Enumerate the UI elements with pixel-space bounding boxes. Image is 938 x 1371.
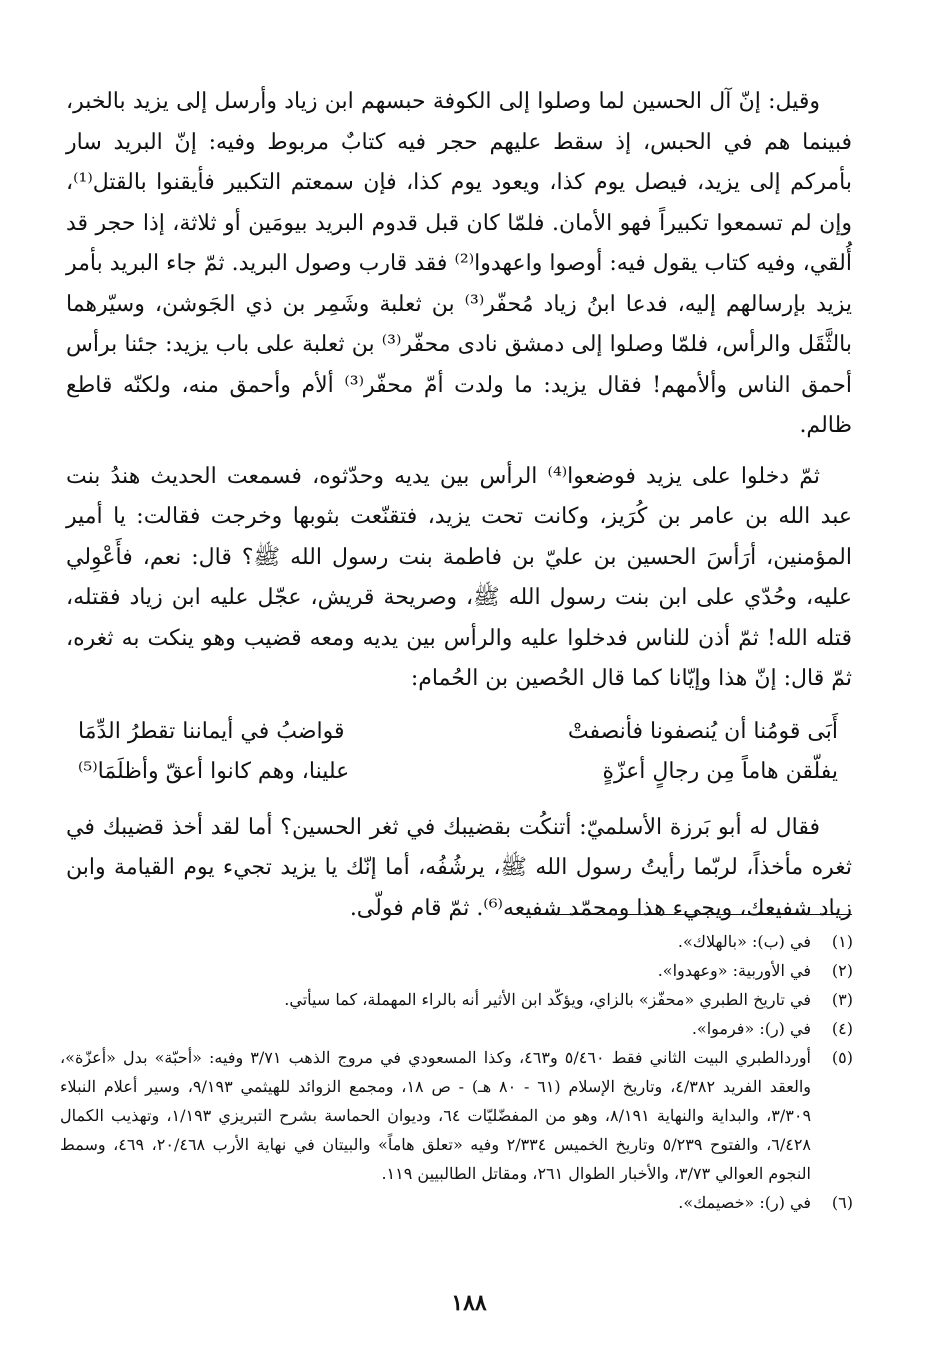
footnote (60, 927, 853, 956)
poem-verse (66, 712, 852, 752)
paragraph-2: ثمّ دخلوا على يزيد فوضعوا⁽⁴⁾ الرأس بين يديه وحدّثوه، فسمعت الحديث هندُ بنت عبد الله بن عامر بن كُرَيز، وكانت تحت يزيد، فتقنّعت بثوبها وخرجت فقالت: يا أمير المؤمنين، أرَأسَ الحسين بن عليّ بن فاطمة بنت رسول الله ﷺ؟ قال: نعم، فأَعْوِلي عليه، وحُدّي على ابن بنت رسول الله ﷺ، وصريحة قريش، عجّل عليه ابن زياد فقتله، قتله الله! ثمّ أذن للناس فدخلوا عليه والرأس بين يديه ومعه قضيب وهو ينكت به ثغره، ثمّ قال: إنّ هذا وإيّانا كما قال الحُصين بن الحُمام: (66, 463, 852, 691)
verse-first-hemistich: أَبَى قومُنا أن يُنصفونا فأنصفتْ (567, 718, 838, 744)
footnote-text: في (ر): «خصيمك». (678, 1193, 811, 1212)
footnote-text: في (ب): «بالهلاك». (677, 932, 811, 951)
footnote-text: في (ر): «فرموا». (691, 1019, 811, 1038)
footnote-number: (٥) (831, 1048, 853, 1067)
main-text (66, 82, 852, 939)
footnote (60, 1188, 853, 1217)
poem (66, 712, 852, 792)
verse-first-hemistich: يفلّقن هاماً مِن رجالٍ أعزّةٍ (602, 758, 838, 784)
poem-verse (66, 752, 852, 792)
footnote (60, 985, 853, 1014)
footnote (60, 1014, 853, 1043)
footnote-number: (٢) (831, 961, 853, 980)
footnote-text: أوردالطبري البيت الثاني فقط ٥/٤٦٠ و٤٦٣، وكذا المسعودي في مروج الذهب ٣/٧١ وفيه: «أحبّة» بدل «أعزّة»، والعقد الفريد ٤/٣٨٢، وتاريخ الإسلام (٦١ - ٨٠ هـ) - ص ١٨، ومجمع الزوائد للهيثمي ٩/١٩٣، وسير أعلام النبلاء ٣/٣٠٩، والبداية والنهاية ٨/١٩١، وهو من المفضّليّات ٦٤، وديوان الحماسة بشرح التبريزي ١/١٩٣، وتهذيب الكمال ٦/٤٢٨، والفتوح ٥/٢٣٩ وتاريخ الخميس ٢/٣٣٤ وفيه «تعلق هاماً» والبيتان في نهاية الأرب ٢٠/٤٦٨، ٤٦٩، وسمط النجوم العوالي ٣/٧٣، والأخبار الطوال ٢٦١، ومقاتل الطالبيين ١١٩. (60, 1048, 812, 1183)
paragraph-1: وقيل: إنّ آل الحسين لما وصلوا إلى الكوفة حبسهم ابن زياد وأرسل إلى يزيد بالخبر، فبينما هم في الحبس، إذ سقط عليهم حجر فيه كتابٌ مربوط وفيه: إنّ البريد سار بأمركم إلى يزيد، فيصل يوم كذا، ويعود يوم كذا، فإن سمعتم التكبير فأيقنوا بالقتل⁽¹⁾، وإن لم تسمعوا تكبيراً فهو الأمان. فلمّا كان قبل قدوم البريد بيومَين أو ثلاثة، إذا حجر قد أُلقي، وفيه كتاب يقول فيه: أوصوا واعهدوا⁽²⁾ فقد قارب وصول البريد. ثمّ جاء البريد بأمر يزيد بإرسالهم إليه، فدعا ابنُ زياد مُحفّر⁽³⁾ بن ثعلبة وشَمِر بن ذي الجَوشن، وسيّرهما بالثَّقَل والرأس، فلمّا وصلوا إلى دمشق نادى محفّر⁽³⁾ بن ثعلبة على باب يزيد: جئنا برأس أحمق الناس وألأمهم! فقال يزيد: ما ولدت أمّ محفّر⁽³⁾ ألأم وأحمق منه، ولكنّه قاطع ظالم. (66, 89, 853, 438)
footnote-number: (٤) (831, 1019, 853, 1038)
page-number: ١٨٨ (451, 1290, 487, 1316)
footnote-divider (544, 914, 852, 915)
paragraph-3: فقال له أبو بَرزة الأسلميّ: أتنكُت بقضيبك في ثغر الحسين؟ أما لقد أخذ قضيبك في ثغره مأخذاً، لربّما رأيتُ رسول الله ﷺ، يرشُفُه، أما إنّك يا يزيد تجيء يوم القيامة وابن زياد شفيعك، ويجيء هذا ومحمّد شفيعه⁽⁶⁾. ثمّ قام فولّى. (66, 814, 852, 921)
verse-second-hemistich: علينا، وهم كانوا أعقّ وأظلَمَا⁽⁵⁾ (78, 758, 350, 784)
footnote (60, 1043, 853, 1188)
verse-second-hemistich: قواضبُ في أيماننا تقطرُ الدِّمَا (78, 718, 345, 744)
footnote (60, 956, 853, 985)
footnote-text: في الأوربية: «وعهدوا». (657, 961, 811, 980)
footnote-text: في تاريخ الطبري «محفّز» بالزاي، ويؤكّد ابن الأثير أنه بالراء المهملة، كما سيأتي. (284, 990, 811, 1009)
footnotes (60, 927, 853, 1217)
footnote-number: (٦) (831, 1193, 853, 1212)
footnote-number: (١) (831, 932, 853, 951)
footnote-number: (٣) (831, 990, 853, 1009)
